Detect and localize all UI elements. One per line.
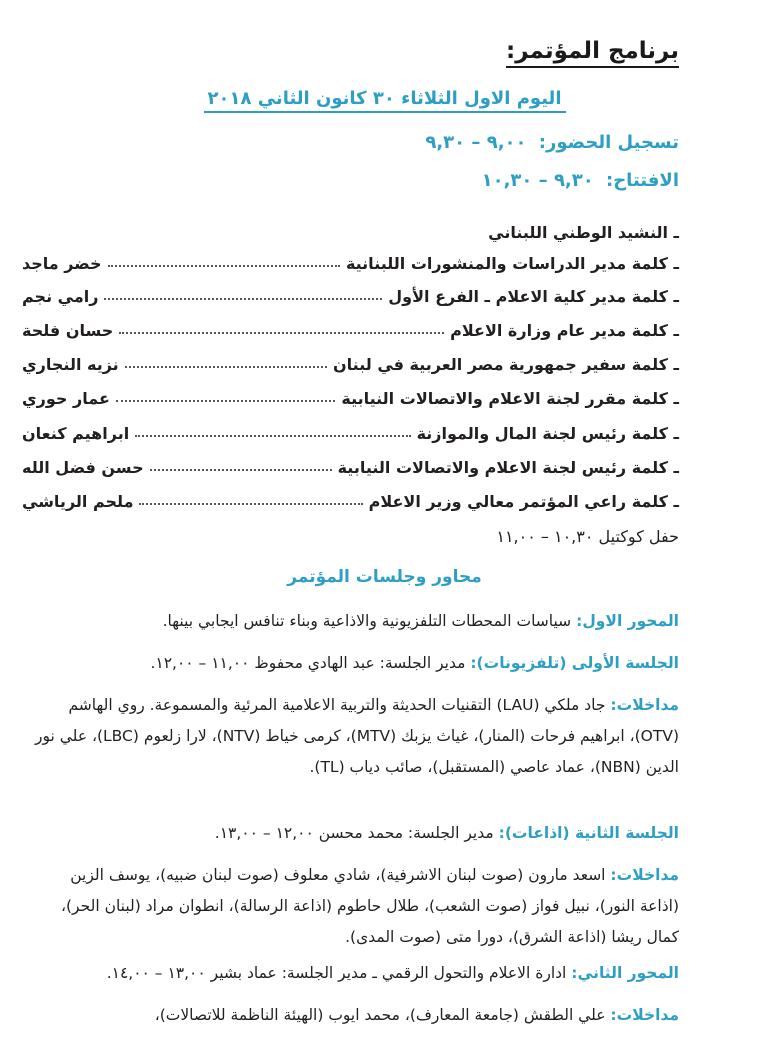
program-speaker: حسان فلحة — [22, 321, 114, 340]
program-item: ـ كلمة مقرر لجنة الاعلام والاتصالات النيابية — [341, 389, 679, 408]
program-speaker: خضر ماجد — [22, 254, 102, 273]
program-row — [22, 344, 679, 374]
program-row — [22, 447, 679, 477]
program-item: ـ كلمة رئيس لجنة المال والموازنة — [416, 424, 679, 443]
page-title: برنامج المؤتمر: — [506, 38, 679, 68]
dotted-leader — [150, 469, 332, 471]
program-speaker: رامي نجم — [22, 287, 99, 306]
session1-label: الجلسة الأولى (تلفزيونات): — [470, 654, 679, 672]
program-item: ـ كلمة مدير كلية الاعلام ـ الفرع الأول — [388, 287, 679, 306]
dotted-leader — [116, 400, 335, 402]
interventions2-text: اسعد مارون (صوت لبنان الاشرفية)، شادي معلوف (صوت لبنان ضبيه)، يوسف الزين (اذاعة النور)، نبيل فواز (صوت الشعب)، طلال حاطوم (اذاعة الرسالة)، انطوان مراد (لبنان الحر)، كمال ريشا (اذاعة الشرق)، دورا متى (صوت المدى). — [61, 866, 679, 946]
interventions2-paragraph — [30, 860, 679, 953]
registration-label: تسجيل الحضور: — [538, 132, 679, 153]
axis1-text: سياسات المحطات التلفزيونية والاذاعية وبناء تنافس ايجابي بينها. — [162, 612, 572, 630]
session1-text: مدير الجلسة: عبد الهادي محفوظ ١١,٠٠ – ١٢,٠٠. — [150, 654, 466, 672]
axis1-label: المحور الاول: — [576, 612, 679, 630]
program-item: ـ كلمة مدير الدراسات والمنشورات اللبنانية — [345, 254, 679, 273]
program-speaker: ملحم الرياشي — [22, 492, 134, 511]
program-row — [22, 378, 679, 408]
program-item: ـ كلمة رئيس لجنة الاعلام والاتصالات النيابية — [337, 458, 679, 477]
session2-label: الجلسة الثانية (اذاعات): — [498, 824, 679, 842]
program-item: ـ كلمة راعي المؤتمر معالي وزير الاعلام — [368, 492, 679, 511]
session2-paragraph — [30, 818, 679, 849]
axis2-label: المحور الثاني: — [571, 964, 679, 982]
program-item: ـ كلمة مدير عام وزارة الاعلام — [450, 321, 679, 340]
axis2-paragraph — [30, 958, 679, 989]
interventions1-label: مداخلات: — [610, 696, 679, 714]
opening-line — [482, 170, 679, 191]
interventions1-text: جاد ملكي (LAU) التقنيات الحديثة والتربية الاعلامية المرئية والمسموعة. روي الهاشم (OTV)، ابراهيم فرحات (المنار)، غياث يزبك (MTV)، كرمى خياط (NTV)، لارا زلعوم (LBC)، علي نور الدين (NBN)، عماد عاصي (المستقبل)، صائب دياب (TL). — [35, 696, 679, 776]
program-speaker: عمار حوري — [22, 389, 110, 408]
program-speaker: حسن فضل الله — [22, 458, 144, 477]
dotted-leader — [125, 366, 327, 368]
interventions3-text: علي الطقش (جامعة المعارف)، محمد ايوب (الهيئة الناظمة للاتصالات)، — [154, 1006, 606, 1024]
program-row — [22, 413, 679, 443]
dotted-leader — [135, 435, 410, 437]
interventions1-paragraph — [30, 690, 679, 783]
program-row — [22, 481, 679, 511]
dotted-leader — [139, 503, 362, 505]
program-row — [22, 276, 679, 306]
program-speaker: ابراهيم كنعان — [22, 424, 130, 443]
dotted-leader — [119, 332, 444, 334]
interventions3-label: مداخلات: — [610, 1006, 679, 1024]
program-item: ـ النشيد الوطني اللبناني — [488, 223, 679, 242]
program-row — [22, 310, 679, 340]
axis1-paragraph — [30, 606, 679, 637]
session1-paragraph — [30, 648, 679, 679]
program-speaker: نزيه النجاري — [22, 355, 119, 374]
registration-time: ٩,٠٠ – ٩,٣٠ — [425, 132, 527, 153]
opening-time: ٩,٣٠ – ١٠,٣٠ — [481, 170, 594, 191]
axis2-text: ادارة الاعلام والتحول الرقمي ـ مدير الجلسة: عماد بشير ١٣,٠٠ – ١٤,٠٠. — [106, 964, 567, 982]
session2-text: مدير الجلسة: محمد محسن ١٢,٠٠ – ١٣,٠٠. — [214, 824, 494, 842]
registration-line — [425, 132, 679, 153]
dotted-leader — [104, 298, 382, 300]
cocktail-line: حفل كوكتيل ١٠,٣٠ – ١١,٠٠ — [496, 527, 679, 546]
interventions2-label: مداخلات: — [610, 866, 679, 884]
program-row — [22, 212, 679, 242]
program-row — [22, 243, 679, 273]
program-item: ـ كلمة سفير جمهورية مصر العربية في لبنان — [333, 355, 679, 374]
day-title-text: اليوم الاول الثلاثاء ٣٠ كانون الثاني ٢٠١٨ — [204, 88, 566, 113]
opening-label: الافتتاح: — [606, 170, 679, 191]
dotted-leader — [108, 265, 340, 267]
day-title — [0, 88, 769, 109]
sessions-title: محاور وجلسات المؤتمر — [287, 567, 482, 587]
interventions3-paragraph — [30, 1000, 679, 1031]
